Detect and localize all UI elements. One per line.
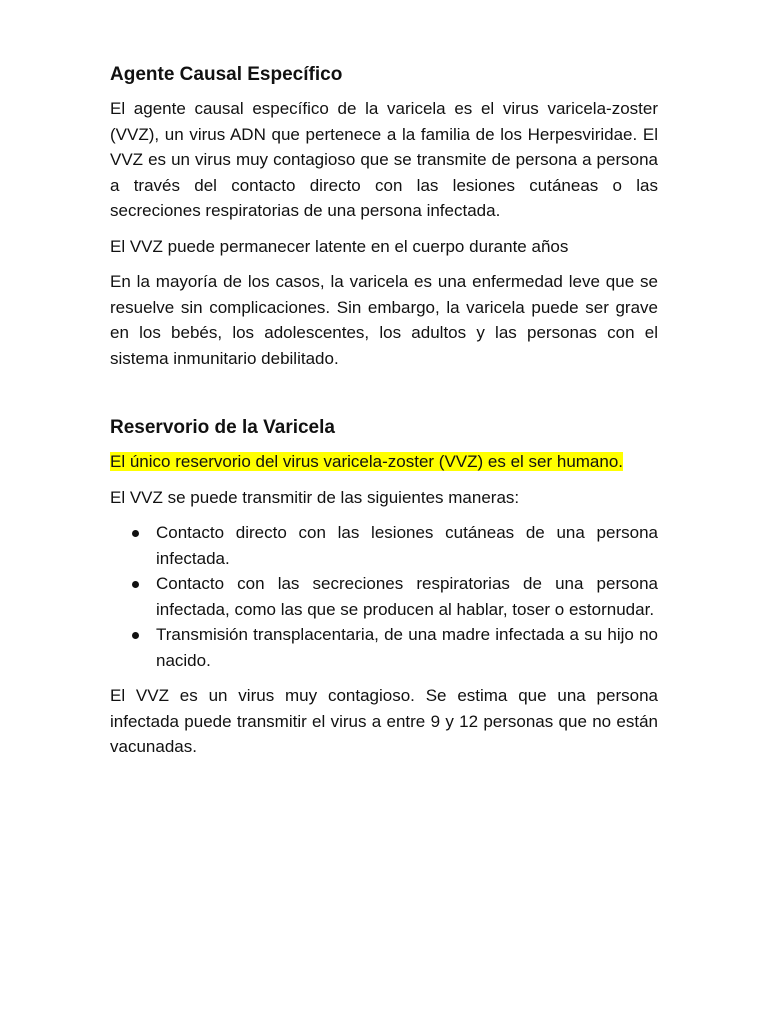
list-item-text: Transmisión transplacentaria, de una madre infectada a su hijo no nacido. (156, 625, 658, 670)
bullet-icon (132, 530, 139, 537)
paragraph-reservorio-highlighted (110, 449, 658, 475)
paragraph-gravedad: En la mayoría de los casos, la varicela es una enfermedad leve que se resuelve sin complicaciones. Sin embargo, la varicela puede ser grave en los bebés, los adolescentes, los adultos y las personas con el sistema inmunitario debilitado. (110, 272, 658, 368)
transmission-list (110, 520, 658, 673)
paragraph-transmision-intro: El VVZ se puede transmitir de las siguientes maneras: (110, 487, 520, 507)
list-item (110, 622, 658, 673)
paragraph-latencia: El VVZ puede permanecer latente en el cuerpo durante años (110, 236, 569, 256)
list-item (110, 520, 658, 571)
list-item-text: Contacto directo con las lesiones cutáneas de una persona infectada. (156, 523, 658, 568)
document-page (110, 62, 658, 760)
paragraph-contagio: El VVZ es un virus muy contagioso. Se estima que una persona infectada puede transmitir el virus a entre 9 y 12 personas que no están vacunadas. (110, 686, 658, 756)
section-title-reservorio: Reservorio de la Varicela (110, 417, 335, 438)
list-item-text: Contacto con las secreciones respiratorias de una persona infectada, como las que se producen al hablar, toser o estornudar. (156, 574, 658, 619)
section-title-agente-causal: Agente Causal Específico (110, 64, 343, 85)
bullet-icon (132, 581, 139, 588)
highlighted-text: El único reservorio del virus varicela-zoster (VVZ) es el ser humano. (110, 452, 624, 471)
list-item (110, 571, 658, 622)
paragraph-agente-causal: El agente causal específico de la varicela es el virus varicela-zoster (VVZ), un virus ADN que pertenece a la familia de los Herpesviridae. El VVZ es un virus muy contagioso que se transmite de persona a persona a través del contacto directo con las lesiones cutáneas o las secreciones respiratorias de una persona infectada. (110, 99, 658, 220)
bullet-icon (132, 632, 139, 639)
